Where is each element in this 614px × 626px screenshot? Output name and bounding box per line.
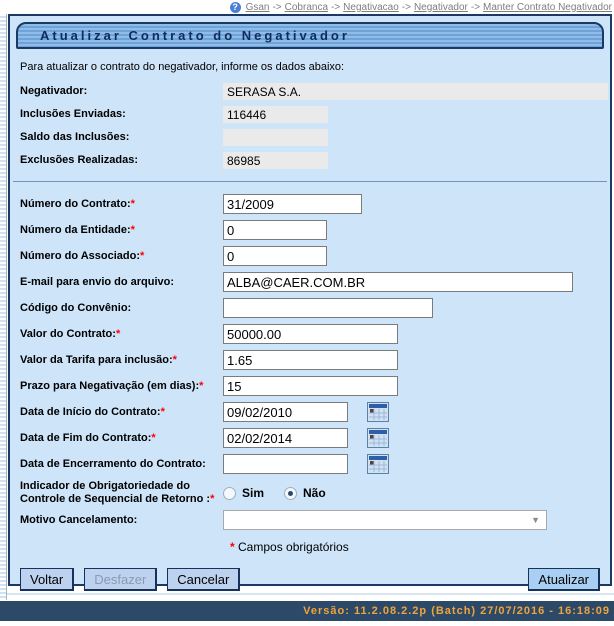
- indicador-sequencial-radio-group: [223, 486, 340, 500]
- motivo-cancelamento-label: Motivo Cancelamento:: [20, 513, 138, 526]
- required-marker: *: [160, 405, 165, 418]
- breadcrumb-cobranca[interactable]: Cobranca: [284, 1, 328, 13]
- row-saldo-inclusoes: [20, 129, 608, 146]
- email-label: E-mail para envio do arquivo:: [20, 275, 175, 288]
- valor-tarifa-input[interactable]: [223, 350, 398, 370]
- row-inclusoes-enviadas: [20, 106, 608, 123]
- breadcrumb-separator: ->: [331, 1, 341, 13]
- radio-sim-label: Sim: [242, 486, 265, 500]
- required-marker: *: [130, 197, 135, 210]
- negativador-label: Negativador:: [20, 85, 88, 97]
- section-divider: [13, 181, 607, 182]
- prazo-negativacao-input[interactable]: [223, 376, 398, 396]
- codigo-convenio-label: Código do Convênio:: [20, 301, 132, 314]
- row-exclusoes-realizadas: [20, 152, 608, 169]
- saldo-inclusoes-label: Saldo das Inclusões:: [20, 131, 130, 143]
- inclusoes-enviadas-value: 116446: [223, 106, 328, 123]
- footer-bar: [0, 601, 614, 621]
- row-numero-contrato: [20, 194, 608, 214]
- data-fim-input[interactable]: [223, 428, 348, 448]
- breadcrumb-separator: ->: [272, 1, 282, 13]
- numero-associado-label: Número do Associado:*: [20, 249, 145, 262]
- button-row: [20, 568, 600, 591]
- data-inicio-input[interactable]: [223, 402, 348, 422]
- valor-contrato-label: Valor do Contrato:*: [20, 327, 121, 340]
- prazo-negativacao-label: Prazo para Negativação (em dias):*: [20, 379, 204, 392]
- row-indicador-sequencial: [20, 480, 608, 506]
- numero-associado-input[interactable]: [223, 246, 327, 266]
- radio-nao-label: Não: [303, 486, 326, 500]
- page-edge-stripes: [0, 14, 7, 600]
- breadcrumb-gsan[interactable]: Gsan: [245, 1, 270, 13]
- desfazer-button[interactable]: Desfazer: [84, 568, 157, 591]
- calendar-icon[interactable]: [367, 428, 389, 448]
- row-numero-associado: [20, 246, 608, 266]
- row-motivo-cancelamento: [20, 510, 608, 530]
- numero-contrato-input[interactable]: [223, 194, 362, 214]
- exclusoes-realizadas-value: 86985: [223, 152, 328, 169]
- data-inicio-label: Data de Início do Contrato:*: [20, 405, 165, 418]
- numero-entidade-input[interactable]: [223, 220, 327, 240]
- intro-text: Para atualizar o contrato do negativador, informe os dados abaixo:: [20, 61, 345, 73]
- required-marker: *: [130, 223, 135, 236]
- atualizar-button[interactable]: Atualizar: [528, 568, 600, 591]
- radio-nao[interactable]: [284, 487, 297, 500]
- cancelar-button[interactable]: Cancelar: [167, 568, 240, 591]
- row-negativador: [20, 83, 608, 100]
- breadcrumb-negativacao[interactable]: Negativacao: [343, 1, 399, 13]
- voltar-button[interactable]: Voltar: [20, 568, 74, 591]
- row-codigo-convenio: [20, 298, 608, 318]
- indicador-sequencial-label: Indicador de Obrigatoriedade do Controle de Sequencial de Retorno :*: [20, 480, 215, 505]
- data-encerramento-label: Data de Encerramento do Contrato:: [20, 457, 206, 470]
- row-data-fim: [20, 428, 608, 448]
- required-marker: *: [199, 379, 204, 392]
- row-prazo-negativacao: [20, 376, 608, 396]
- valor-tarifa-label: Valor da Tarifa para inclusão:*: [20, 353, 177, 366]
- saldo-inclusoes-value: [223, 129, 328, 146]
- required-marker: *: [140, 249, 145, 262]
- email-input[interactable]: [223, 272, 573, 292]
- footer-divider: [0, 593, 614, 595]
- row-email: [20, 272, 608, 292]
- titlebar: [16, 22, 604, 49]
- required-fields-note: * Campos obrigatórios: [230, 540, 349, 554]
- main-panel: [8, 14, 612, 586]
- row-data-inicio: [20, 402, 608, 422]
- page-title: Atualizar Contrato do Negativador: [40, 28, 350, 43]
- required-marker: *: [172, 353, 177, 366]
- data-encerramento-input[interactable]: [223, 454, 348, 474]
- breadcrumb: [0, 0, 614, 14]
- breadcrumb-separator: ->: [401, 1, 411, 13]
- motivo-cancelamento-select[interactable]: [223, 510, 547, 530]
- numero-entidade-label: Número da Entidade:*: [20, 223, 135, 236]
- chevron-down-icon: ▼: [531, 515, 540, 525]
- exclusoes-realizadas-label: Exclusões Realizadas:: [20, 154, 139, 166]
- breadcrumb-negativador[interactable]: Negativador: [413, 1, 468, 13]
- help-icon[interactable]: ?: [230, 2, 241, 13]
- required-marker: *: [151, 431, 156, 444]
- codigo-convenio-input[interactable]: [223, 298, 433, 318]
- valor-contrato-input[interactable]: [223, 324, 398, 344]
- version-text: Versão: 11.2.08.2.2p (Batch) 27/07/2016 - 16:18:09: [303, 605, 610, 617]
- data-fim-label: Data de Fim do Contrato:*: [20, 431, 156, 444]
- row-valor-contrato: [20, 324, 608, 344]
- row-numero-entidade: [20, 220, 608, 240]
- breadcrumb-separator: ->: [470, 1, 481, 13]
- breadcrumb-manter-contrato[interactable]: Manter Contrato Negativador: [483, 1, 612, 13]
- negativador-value: SERASA S.A.: [223, 83, 608, 100]
- numero-contrato-label: Número do Contrato:*: [20, 197, 135, 210]
- calendar-icon[interactable]: [367, 402, 389, 422]
- row-data-encerramento: [20, 454, 608, 474]
- required-marker: *: [210, 493, 215, 505]
- radio-sim[interactable]: [223, 487, 236, 500]
- required-note-text: Campos obrigatórios: [238, 540, 349, 554]
- inclusoes-enviadas-label: Inclusões Enviadas:: [20, 108, 126, 120]
- required-marker: *: [115, 327, 121, 340]
- calendar-icon[interactable]: [367, 454, 389, 474]
- row-valor-tarifa: [20, 350, 608, 370]
